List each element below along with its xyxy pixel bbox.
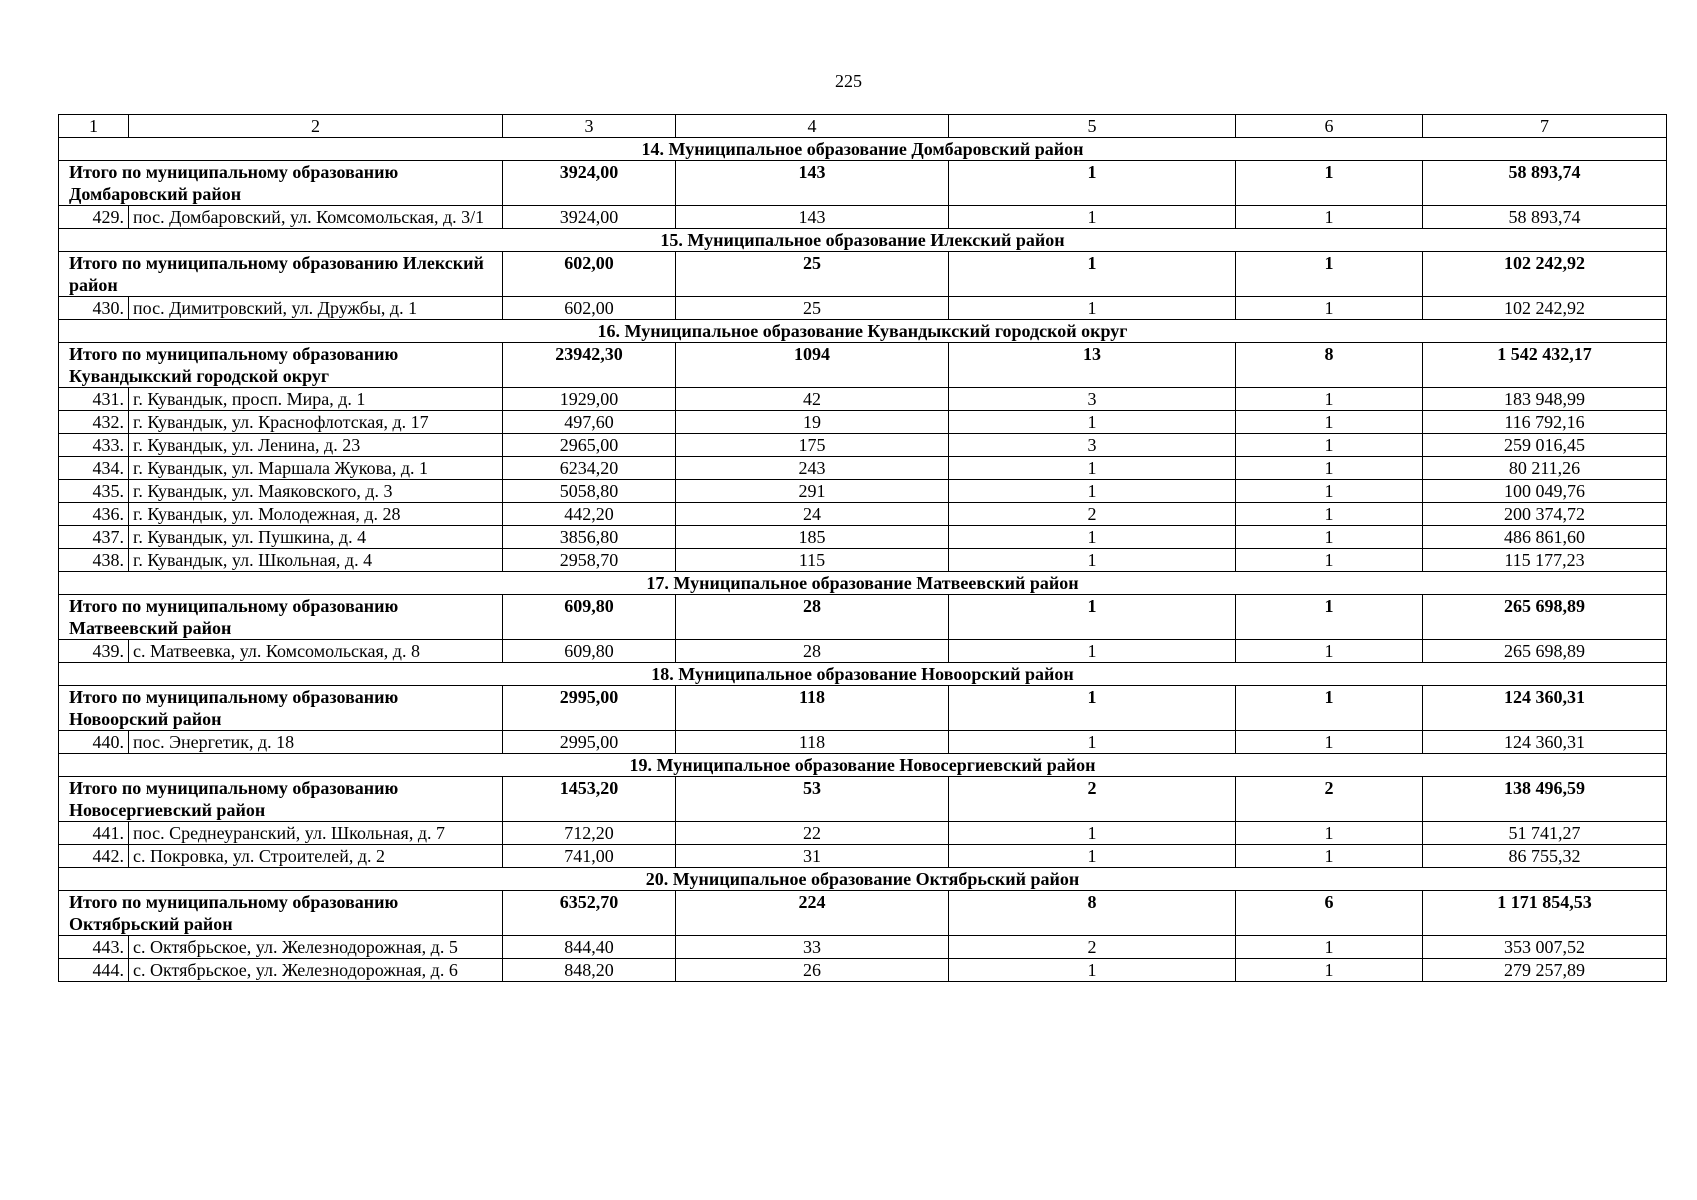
total-amount: 1 171 854,53 [1423,891,1667,936]
row-area: 6234,20 [503,457,676,480]
row-column-5: 1 [949,526,1236,549]
row-amount: 200 374,72 [1423,503,1667,526]
table-row [59,457,1667,480]
row-column-5: 1 [949,411,1236,434]
section-title: 17. Муниципальное образование Матвеевский район [59,572,1667,595]
section-total-row [59,252,1667,297]
row-residents: 291 [676,480,949,503]
total-label: Итого по муниципальному образованию Новосергиевский район [59,777,503,822]
row-residents: 31 [676,845,949,868]
row-amount: 116 792,16 [1423,411,1667,434]
register-table [58,114,1667,982]
row-column-6: 1 [1236,640,1423,663]
row-number: 433. [59,434,129,457]
section-total-row [59,595,1667,640]
total-column-6: 1 [1236,595,1423,640]
section-header-row [59,320,1667,343]
section-title: 19. Муниципальное образование Новосергиевский район [59,754,1667,777]
total-amount: 124 360,31 [1423,686,1667,731]
row-residents: 185 [676,526,949,549]
row-column-6: 1 [1236,434,1423,457]
row-residents: 22 [676,822,949,845]
row-residents: 143 [676,206,949,229]
row-address: г. Кувандык, просп. Мира, д. 1 [129,388,503,411]
row-number: 439. [59,640,129,663]
row-area: 1929,00 [503,388,676,411]
total-residents: 118 [676,686,949,731]
column-header-5: 5 [949,115,1236,138]
table-row [59,731,1667,754]
total-column-5: 1 [949,595,1236,640]
row-column-6: 1 [1236,526,1423,549]
row-amount: 115 177,23 [1423,549,1667,572]
row-number: 442. [59,845,129,868]
section-header-row [59,138,1667,161]
table-row [59,959,1667,982]
row-residents: 25 [676,297,949,320]
section-title: 14. Муниципальное образование Домбаровский район [59,138,1667,161]
table-row [59,388,1667,411]
row-number: 436. [59,503,129,526]
row-number: 435. [59,480,129,503]
row-number: 441. [59,822,129,845]
row-residents: 175 [676,434,949,457]
table-row [59,549,1667,572]
row-area: 712,20 [503,822,676,845]
total-area: 1453,20 [503,777,676,822]
row-address: пос. Димитровский, ул. Дружбы, д. 1 [129,297,503,320]
table-row [59,434,1667,457]
row-column-6: 1 [1236,822,1423,845]
row-address: с. Матвеевка, ул. Комсомольская, д. 8 [129,640,503,663]
row-column-5: 1 [949,731,1236,754]
page-number: 225 [835,71,862,91]
row-address: г. Кувандык, ул. Ленина, д. 23 [129,434,503,457]
row-residents: 118 [676,731,949,754]
table-row [59,936,1667,959]
row-address: г. Кувандык, ул. Маяковского, д. 3 [129,480,503,503]
row-number: 430. [59,297,129,320]
row-area: 844,40 [503,936,676,959]
row-address: пос. Среднеуранский, ул. Школьная, д. 7 [129,822,503,845]
table-row [59,297,1667,320]
row-column-5: 1 [949,457,1236,480]
row-area: 442,20 [503,503,676,526]
section-title: 15. Муниципальное образование Илекский район [59,229,1667,252]
total-column-6: 6 [1236,891,1423,936]
total-residents: 1094 [676,343,949,388]
row-column-5: 3 [949,388,1236,411]
section-header-row [59,754,1667,777]
total-amount: 58 893,74 [1423,161,1667,206]
row-address: пос. Энергетик, д. 18 [129,731,503,754]
row-area: 848,20 [503,959,676,982]
total-amount: 102 242,92 [1423,252,1667,297]
total-area: 2995,00 [503,686,676,731]
row-address: пос. Домбаровский, ул. Комсомольская, д. 3/1 [129,206,503,229]
row-column-5: 1 [949,549,1236,572]
column-header-4: 4 [676,115,949,138]
section-header-row [59,663,1667,686]
row-residents: 24 [676,503,949,526]
section-total-row [59,891,1667,936]
row-amount: 51 741,27 [1423,822,1667,845]
column-header-2: 2 [129,115,503,138]
row-address: г. Кувандык, ул. Маршала Жукова, д. 1 [129,457,503,480]
row-amount: 486 861,60 [1423,526,1667,549]
total-column-6: 1 [1236,161,1423,206]
total-label: Итого по муниципальному образованию Домбаровский район [59,161,503,206]
row-number: 440. [59,731,129,754]
total-column-6: 1 [1236,252,1423,297]
row-column-6: 1 [1236,959,1423,982]
row-area: 2965,00 [503,434,676,457]
row-column-5: 3 [949,434,1236,457]
total-column-5: 13 [949,343,1236,388]
row-area: 497,60 [503,411,676,434]
row-number: 429. [59,206,129,229]
total-column-5: 8 [949,891,1236,936]
row-column-6: 1 [1236,480,1423,503]
total-residents: 224 [676,891,949,936]
total-label: Итого по муниципальному образованию Новоорский район [59,686,503,731]
total-label: Итого по муниципальному образованию Илекский район [59,252,503,297]
total-amount: 265 698,89 [1423,595,1667,640]
row-amount: 183 948,99 [1423,388,1667,411]
row-address: г. Кувандык, ул. Краснофлотская, д. 17 [129,411,503,434]
row-number: 432. [59,411,129,434]
row-area: 741,00 [503,845,676,868]
row-area: 2958,70 [503,549,676,572]
section-total-row [59,686,1667,731]
section-title: 16. Муниципальное образование Кувандыкский городской округ [59,320,1667,343]
row-area: 3856,80 [503,526,676,549]
row-address: с. Октябрьское, ул. Железнодорожная, д. 6 [129,959,503,982]
row-address: с. Октябрьское, ул. Железнодорожная, д. 5 [129,936,503,959]
row-column-6: 1 [1236,503,1423,526]
row-number: 431. [59,388,129,411]
table-row [59,822,1667,845]
row-number: 437. [59,526,129,549]
table-row [59,526,1667,549]
table-row [59,503,1667,526]
row-address: г. Кувандык, ул. Пушкина, д. 4 [129,526,503,549]
total-area: 6352,70 [503,891,676,936]
section-total-row [59,777,1667,822]
table-row [59,845,1667,868]
row-residents: 33 [676,936,949,959]
row-amount: 86 755,32 [1423,845,1667,868]
row-address: г. Кувандык, ул. Молодежная, д. 28 [129,503,503,526]
section-title: 18. Муниципальное образование Новоорский район [59,663,1667,686]
row-residents: 243 [676,457,949,480]
row-residents: 42 [676,388,949,411]
column-header-6: 6 [1236,115,1423,138]
row-residents: 26 [676,959,949,982]
row-column-5: 1 [949,297,1236,320]
row-column-5: 2 [949,503,1236,526]
row-address: г. Кувандык, ул. Школьная, д. 4 [129,549,503,572]
row-column-5: 1 [949,845,1236,868]
total-area: 3924,00 [503,161,676,206]
row-area: 602,00 [503,297,676,320]
row-amount: 58 893,74 [1423,206,1667,229]
section-title: 20. Муниципальное образование Октябрьский район [59,868,1667,891]
table-row [59,480,1667,503]
table-body [59,115,1667,982]
total-column-6: 2 [1236,777,1423,822]
row-number: 444. [59,959,129,982]
table-row [59,640,1667,663]
section-header-row [59,229,1667,252]
row-amount: 124 360,31 [1423,731,1667,754]
total-column-6: 8 [1236,343,1423,388]
row-column-6: 1 [1236,549,1423,572]
total-label: Итого по муниципальному образованию Октябрьский район [59,891,503,936]
column-header-1: 1 [59,115,129,138]
row-amount: 353 007,52 [1423,936,1667,959]
row-amount: 259 016,45 [1423,434,1667,457]
total-area: 602,00 [503,252,676,297]
row-area: 3924,00 [503,206,676,229]
column-header-3: 3 [503,115,676,138]
row-column-6: 1 [1236,388,1423,411]
total-area: 609,80 [503,595,676,640]
row-column-6: 1 [1236,845,1423,868]
row-column-6: 1 [1236,411,1423,434]
total-column-5: 2 [949,777,1236,822]
column-number-row [59,115,1667,138]
row-amount: 80 211,26 [1423,457,1667,480]
row-area: 2995,00 [503,731,676,754]
row-residents: 19 [676,411,949,434]
section-total-row [59,343,1667,388]
row-area: 609,80 [503,640,676,663]
row-amount: 100 049,76 [1423,480,1667,503]
table-row [59,411,1667,434]
row-amount: 279 257,89 [1423,959,1667,982]
section-header-row [59,868,1667,891]
row-area: 5058,80 [503,480,676,503]
section-header-row [59,572,1667,595]
total-column-6: 1 [1236,686,1423,731]
total-label: Итого по муниципальному образованию Кувандыкский городской округ [59,343,503,388]
row-address: с. Покровка, ул. Строителей, д. 2 [129,845,503,868]
row-column-5: 1 [949,822,1236,845]
total-amount: 1 542 432,17 [1423,343,1667,388]
total-column-5: 1 [949,252,1236,297]
row-residents: 28 [676,640,949,663]
row-column-5: 1 [949,480,1236,503]
row-column-6: 1 [1236,457,1423,480]
section-total-row [59,161,1667,206]
row-column-5: 1 [949,206,1236,229]
row-residents: 115 [676,549,949,572]
total-residents: 25 [676,252,949,297]
total-label: Итого по муниципальному образованию Матвеевский район [59,595,503,640]
row-number: 443. [59,936,129,959]
row-number: 434. [59,457,129,480]
total-area: 23942,30 [503,343,676,388]
total-column-5: 1 [949,161,1236,206]
row-column-5: 2 [949,936,1236,959]
total-column-5: 1 [949,686,1236,731]
row-amount: 265 698,89 [1423,640,1667,663]
total-residents: 28 [676,595,949,640]
column-header-7: 7 [1423,115,1667,138]
row-column-6: 1 [1236,297,1423,320]
row-column-6: 1 [1236,206,1423,229]
row-number: 438. [59,549,129,572]
row-amount: 102 242,92 [1423,297,1667,320]
total-residents: 53 [676,777,949,822]
table-row [59,206,1667,229]
total-amount: 138 496,59 [1423,777,1667,822]
total-residents: 143 [676,161,949,206]
row-column-6: 1 [1236,936,1423,959]
row-column-6: 1 [1236,731,1423,754]
row-column-5: 1 [949,959,1236,982]
row-column-5: 1 [949,640,1236,663]
